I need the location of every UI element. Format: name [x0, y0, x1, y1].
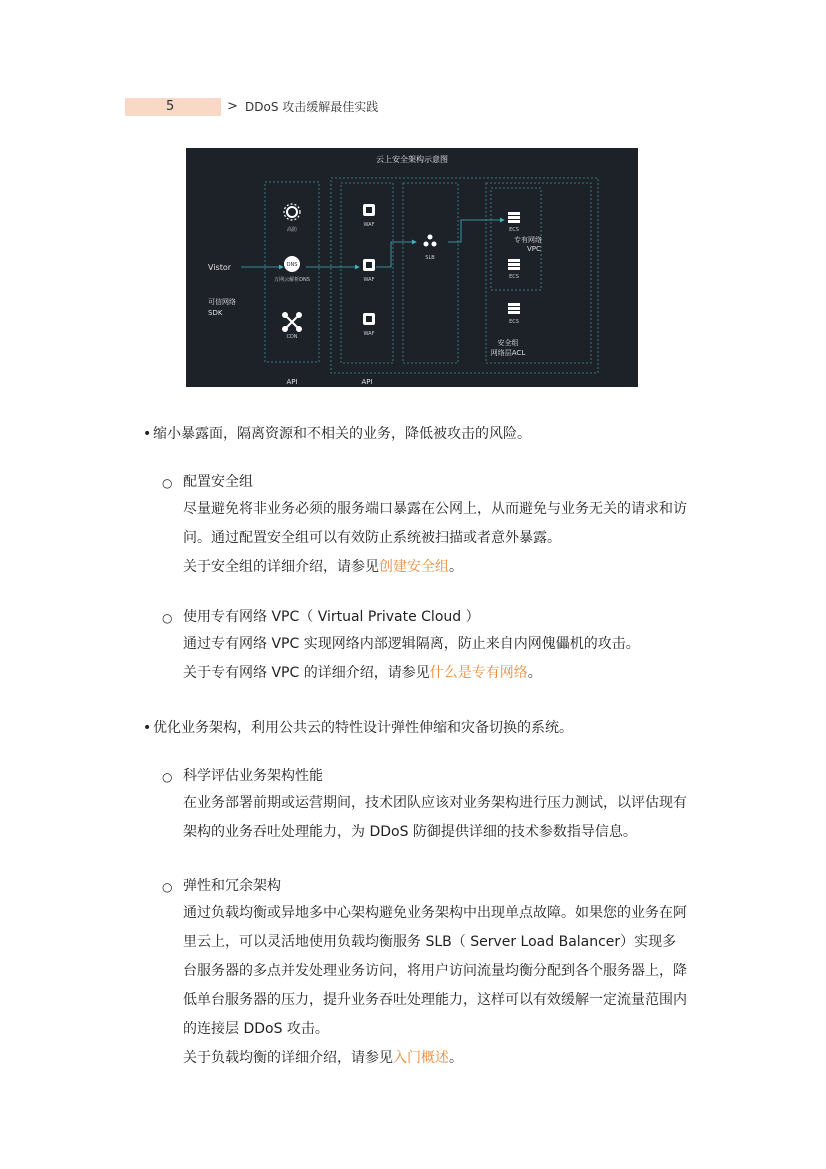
server-icon	[508, 212, 520, 223]
waf-icon	[363, 204, 375, 216]
waf-label-1: WAF	[363, 277, 375, 283]
section-heading-1: 缩小暴露面，隔离资源和不相关的业务，降低被攻击的风险。	[153, 426, 531, 442]
cdn-icon	[283, 313, 301, 331]
ref-suffix: 。	[449, 559, 463, 575]
ref-prefix: 关于安全组的详细介绍，请参见	[183, 559, 379, 575]
body-line: 架构的业务吞吐处理能力，为 DDoS 防御提供详细的技术参数指导信息。	[183, 824, 637, 840]
slb-icon	[424, 235, 437, 247]
body-line: 通过负载均衡或异地多中心架构避免业务架构中出现单点故障。如果您的业务在阿	[183, 905, 687, 921]
body-line: 里云上，可以灵活地使用负载均衡服务 SLB（ Server Load Balancer）实现多	[183, 934, 677, 950]
waf-icon	[363, 259, 375, 271]
item-title-vpc: 使用专有网络 VPC（ Virtual Private Cloud ）	[183, 609, 480, 625]
section-heading-2: 优化业务架构，利用公共云的特性设计弹性伸缩和灾备切换的系统。	[153, 720, 573, 736]
sub-bullet-circle: ○	[162, 476, 173, 490]
getting-started-link[interactable]: 入门概述	[393, 1050, 449, 1066]
server-icon	[508, 259, 520, 270]
vpc-label-1: VPC	[527, 245, 541, 253]
sub-bullet-circle: ○	[162, 611, 173, 625]
ecs-label-0: ECS	[509, 227, 519, 233]
col1-label-2: CDN	[286, 334, 298, 340]
body-line: 的连接层 DDoS 攻击。	[183, 1021, 329, 1037]
item-body-elastic	[183, 899, 713, 1073]
bullet-dot: •	[143, 426, 152, 442]
bullet-dot: •	[143, 720, 152, 736]
arrow-waf-slb	[376, 242, 416, 267]
vpc-box	[486, 183, 591, 363]
body-line: 问。通过配置安全组可以有效防止系统被扫描或者意外暴露。	[183, 530, 561, 546]
server-icon	[508, 303, 520, 314]
item-body-vpc	[183, 630, 713, 688]
sg-label-0: 安全组	[497, 339, 519, 347]
architecture-diagram	[186, 148, 638, 387]
vpc-label-0: 专有网络	[514, 236, 542, 244]
slb-label: SLB	[425, 255, 435, 261]
page-number: 5	[166, 99, 175, 114]
item-title-elastic: 弹性和冗余架构	[183, 878, 281, 894]
body-line: 通过专有网络 VPC 实现网络内部逻辑隔离，防止来自内网傀儡机的攻击。	[183, 636, 640, 652]
body-line: 尽量避免将非业务必须的服务端口暴露在公网上，从而避免与业务无关的请求和访	[183, 501, 687, 517]
item-title-security-group: 配置安全组	[183, 474, 253, 490]
ref-suffix: 。	[527, 665, 542, 681]
ecs-label-1: ECS	[509, 274, 519, 280]
dns-icon	[284, 256, 300, 272]
ref-suffix: 。	[449, 1050, 463, 1066]
reference-line	[183, 553, 713, 582]
api-label-0: API	[286, 378, 298, 386]
waf-icon	[363, 313, 375, 325]
what-is-vpc-link[interactable]: 什么是专有网络	[429, 665, 528, 681]
item-body-security-group	[183, 495, 713, 582]
sg-label-1: 网络层ACL	[490, 349, 526, 357]
diagram-title: 云上安全架构示意图	[376, 155, 448, 164]
col1-label-1: 万网云解析DNS	[274, 277, 310, 283]
visitor-label: Vistor	[208, 263, 232, 272]
slb-box	[403, 183, 458, 363]
sdk-label: SDK	[208, 309, 223, 317]
reference-line	[183, 659, 713, 688]
body-line: 在业务部署前期或运营期间，技术团队应该对业务架构进行压力测试，以评估现有	[183, 795, 687, 811]
waf-label-2: WAF	[363, 331, 375, 337]
sub-bullet-circle: ○	[162, 770, 173, 784]
create-security-group-link[interactable]: 创建安全组	[379, 559, 449, 575]
sunburst-icon	[284, 204, 300, 220]
trusted-network-label: 可信网络	[208, 298, 236, 306]
item-title-performance: 科学评估业务架构性能	[183, 768, 323, 784]
svg-text:DNS: DNS	[286, 262, 298, 268]
ref-prefix: 关于负载均衡的详细介绍，请参见	[183, 1050, 393, 1066]
body-line: 低单台服务器的压力，提升业务吞吐处理能力，这样可以有效缓解一定流量范围内	[183, 992, 687, 1008]
waf-label-0: WAF	[363, 222, 375, 228]
breadcrumb-arrow: >	[227, 99, 238, 114]
body-line: 台服务器的多点并发处理业务访问，将用户访问流量均衡分配到各个服务器上，降	[183, 963, 687, 979]
ref-prefix: 关于专有网络 VPC 的详细介绍，请参见	[183, 665, 430, 681]
reference-line	[183, 1044, 713, 1073]
arrow-slb-ecs	[448, 220, 504, 242]
sub-bullet-circle: ○	[162, 880, 173, 894]
ecs-label-2: ECS	[509, 319, 519, 325]
breadcrumb-title: DDoS 攻击缓解最佳实践	[245, 100, 379, 114]
col1-label-0: 高防	[286, 227, 298, 233]
api-label-1: API	[361, 378, 373, 386]
item-body-performance	[183, 789, 713, 847]
